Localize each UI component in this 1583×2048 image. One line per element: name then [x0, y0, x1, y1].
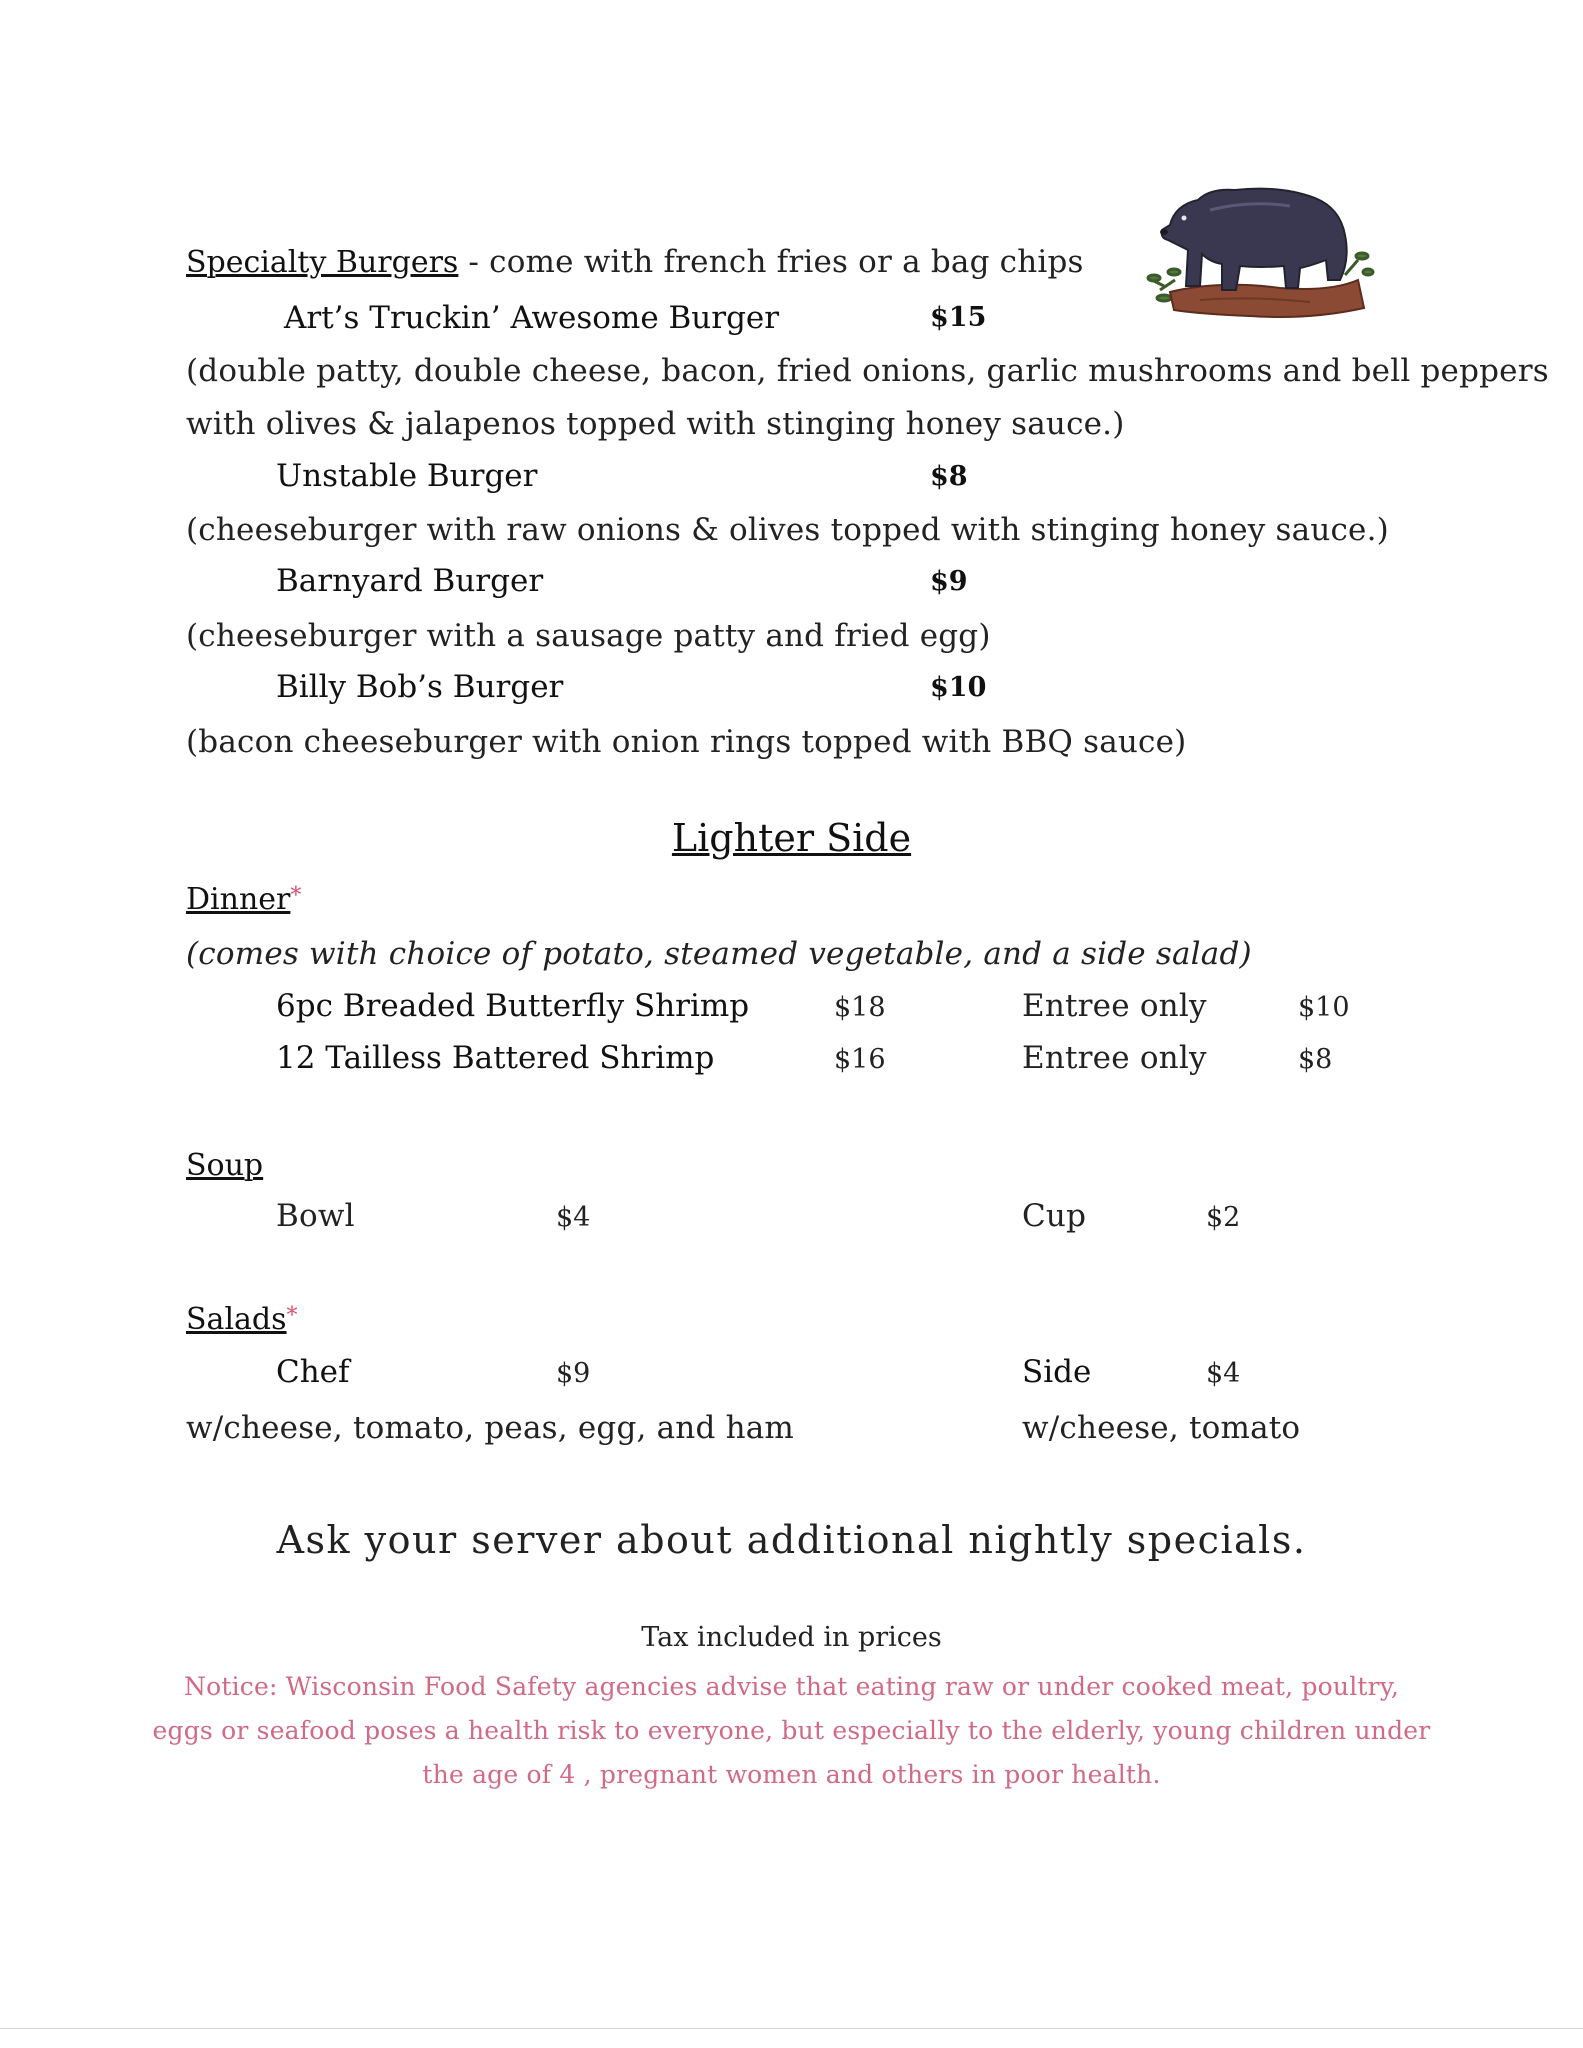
- specialty-subtitle: - come with french fries or a bag chips: [458, 244, 1084, 280]
- entree-only-label: Entree only: [1022, 1040, 1207, 1076]
- entree-only-price: $10: [1298, 992, 1350, 1023]
- specialty-heading: Specialty Burgers: [186, 245, 459, 280]
- soup-bowl-price: $4: [556, 1202, 591, 1233]
- soup-bowl-label: Bowl: [276, 1198, 355, 1234]
- menu-item-desc: (double patty, double cheese, bacon, fried onions, garlic mushrooms and bell peppers: [186, 353, 1549, 389]
- menu-item-desc: with olives & jalapenos topped with stinging honey sauce.): [186, 406, 1125, 442]
- menu-item-name: 6pc Breaded Butterfly Shrimp: [276, 988, 750, 1024]
- specials-note: Ask your server about additional nightly specials.: [276, 1518, 1307, 1562]
- salads-heading-line: [186, 1302, 298, 1337]
- dinner-asterisk: *: [290, 883, 302, 909]
- menu-item-price: $8: [930, 461, 968, 492]
- branch-leaves-right: [1345, 253, 1373, 275]
- menu-item-price: $16: [834, 1044, 886, 1075]
- menu-item-name: 12 Tailless Battered Shrimp: [276, 1040, 715, 1076]
- menu-item-desc: (bacon cheeseburger with onion rings topped with BBQ sauce): [186, 724, 1187, 760]
- salad-chef-desc: w/cheese, tomato, peas, egg, and ham: [186, 1410, 795, 1446]
- food-safety-notice-line: eggs or seafood poses a health risk to everyone, but especially to the elderly, young children under: [152, 1716, 1431, 1745]
- dinner-heading-line: [186, 882, 301, 917]
- food-safety-notice-line: the age of 4 , pregnant women and others in poor health.: [422, 1760, 1161, 1789]
- salad-chef-price: $9: [556, 1358, 591, 1389]
- salads-asterisk: *: [286, 1303, 298, 1329]
- menu-item-desc: (cheeseburger with a sausage patty and fried egg): [186, 618, 991, 654]
- tax-note: Tax included in prices: [641, 1622, 942, 1653]
- menu-item-desc: (cheeseburger with raw onions & olives topped with stinging honey sauce.): [186, 512, 1389, 548]
- menu-item-price: $18: [834, 992, 886, 1023]
- specialty-heading-line: [186, 244, 1084, 280]
- menu-item-price: $10: [930, 672, 987, 703]
- menu-item-price: $9: [930, 566, 968, 597]
- salads-heading: Salads: [186, 1302, 287, 1337]
- soup-heading: Soup: [186, 1148, 264, 1183]
- soup-cup-price: $2: [1206, 1202, 1241, 1233]
- menu-item-name: Art’s Truckin’ Awesome Burger: [284, 300, 780, 336]
- dinner-note: (comes with choice of potato, steamed vegetable, and a side salad): [186, 936, 1252, 972]
- entree-only-price: $8: [1298, 1044, 1333, 1075]
- salad-chef-label: Chef: [276, 1354, 350, 1390]
- menu-item-name: Barnyard Burger: [276, 563, 544, 599]
- dinner-heading: Dinner: [186, 882, 291, 917]
- lighter-side-title: Lighter Side: [671, 816, 912, 860]
- food-safety-notice-line: Notice: Wisconsin Food Safety agencies advise that eating raw or under cooked meat, poultry,: [184, 1672, 1399, 1701]
- salad-side-desc: w/cheese, tomato: [1022, 1410, 1301, 1446]
- page-bottom-edge: [0, 2028, 1583, 2029]
- soup-cup-label: Cup: [1022, 1198, 1087, 1234]
- menu-item-name: Billy Bob’s Burger: [276, 669, 564, 705]
- menu-item-price: $15: [930, 302, 987, 333]
- salad-side-price: $4: [1206, 1358, 1241, 1389]
- salad-side-label: Side: [1022, 1354, 1092, 1390]
- bear-illustration: [1140, 180, 1380, 330]
- entree-only-label: Entree only: [1022, 988, 1207, 1024]
- menu-item-name: Unstable Burger: [276, 458, 538, 494]
